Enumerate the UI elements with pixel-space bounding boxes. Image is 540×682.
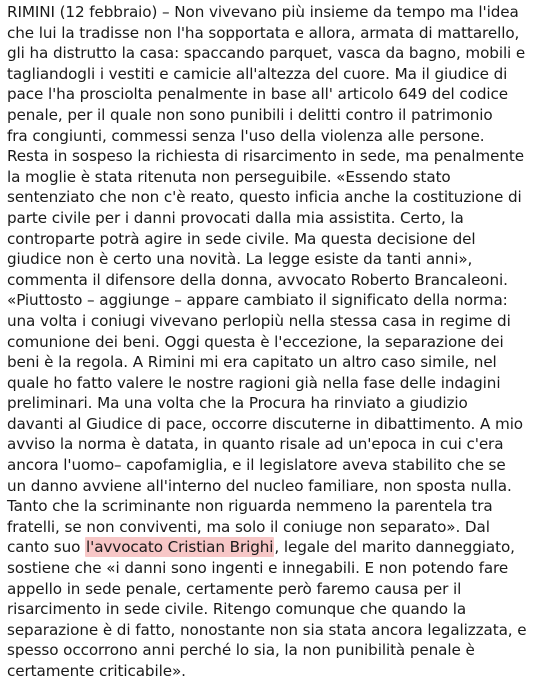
text-line: beni è la regola. A Rimini mi era capitato un altro caso simile, nel [7, 353, 497, 372]
text-line: sentenziato che non c'è reato, questo inficia anche la costituzione di [7, 188, 522, 207]
text-line: spesso occorrono anni perché lo sia, la non punibilità penale è [7, 641, 475, 660]
text-line: preliminari. Ma una volta che la Procura ha rinviato a giudizio [7, 394, 468, 413]
text-line: Tanto che la scriminante non riguarda nemmeno la parentela tra [7, 497, 493, 516]
text-line-with-highlight [7, 537, 537, 558]
text-line: certamente criticabile». [7, 662, 186, 680]
text-line: comunione dei beni. Oggi questa è l'eccezione, la separazione dei [7, 332, 504, 351]
text-line: fratelli, se non conviventi, ma solo il coniuge non separato». Dal [7, 517, 490, 536]
text-line: che lui la tradisse non l'ha sopportata e allora, armata di mattarello, [7, 23, 520, 42]
text-line: risarcimento in sede civile. Ritengo comunque che quando la [7, 600, 467, 619]
text-segment: , legale del marito danneggiato, [274, 538, 515, 557]
text-line: separazione è di fatto, nonostante non sia stata ancora legalizzata, e [7, 620, 527, 639]
text-line: RIMINI (12 febbraio) – Non vivevano più insieme da tempo ma l'idea [7, 3, 519, 21]
article-text [7, 2, 537, 682]
text-line: gli ha distrutto la casa: spaccando parquet, vasca da bagno, mobili e [7, 44, 526, 63]
text-line: parte civile per i danni provocati dalla mia assistita. Certo, la [7, 208, 464, 227]
text-line: controparte potrà agire in sede civile. Ma questa decisione del [7, 229, 476, 248]
text-line: appello in sede penale, certamente però faremo causa per il [7, 579, 462, 598]
text-segment: canto suo [7, 538, 86, 557]
text-line: ancora l'uomo– capofamiglia, e il legislatore aveva stabilito che se [7, 456, 506, 475]
text-line: tagliandogli i vestiti e camicie all'altezza del cuore. Ma il giudice di [7, 64, 508, 83]
text-line: un danno avviene all'interno del nucleo familiare, non sposta nulla. [7, 476, 512, 495]
text-line: davanti al Giudice di pace, occorre discuterne in dibattimento. A mio [7, 414, 524, 433]
text-line: giudice non è certo una novità. La legge esiste da tanti anni», [7, 250, 473, 269]
highlighted-name: l'avvocato Cristian Brighi [86, 538, 274, 557]
text-line: Resta in sospeso la richiesta di risarcimento in sede, ma penalmente [7, 147, 524, 166]
text-line: commenta il difensore della donna, avvocato Roberto Brancaleoni. [7, 270, 508, 289]
text-line: la moglie è stata ritenuta non perseguibile. «Essendo stato [7, 167, 451, 186]
text-line: quale ho fatto valere le nostre ragioni già nella fase delle indagini [7, 373, 501, 392]
text-line: avviso la norma è datata, in quanto risale ad un'epoca in cui c'era [7, 435, 504, 454]
text-line: pace l'ha prosciolta penalmente in base all' articolo 649 del codice [7, 85, 508, 104]
text-line: una volta i coniugi vivevano perlopiù nella stessa casa in regime di [7, 311, 511, 330]
text-line: «Piuttosto – aggiunge – appare cambiato il significato della norma: [7, 291, 508, 310]
text-line: fra congiunti, commessi senza l'uso della violenza alle persone. [7, 126, 485, 145]
text-line: sostiene che «i danni sono ingenti e innegabili. E non potendo fare [7, 559, 509, 578]
text-line: penale, per il quale non sono punibili i delitti contro il patrimonio [7, 105, 493, 124]
